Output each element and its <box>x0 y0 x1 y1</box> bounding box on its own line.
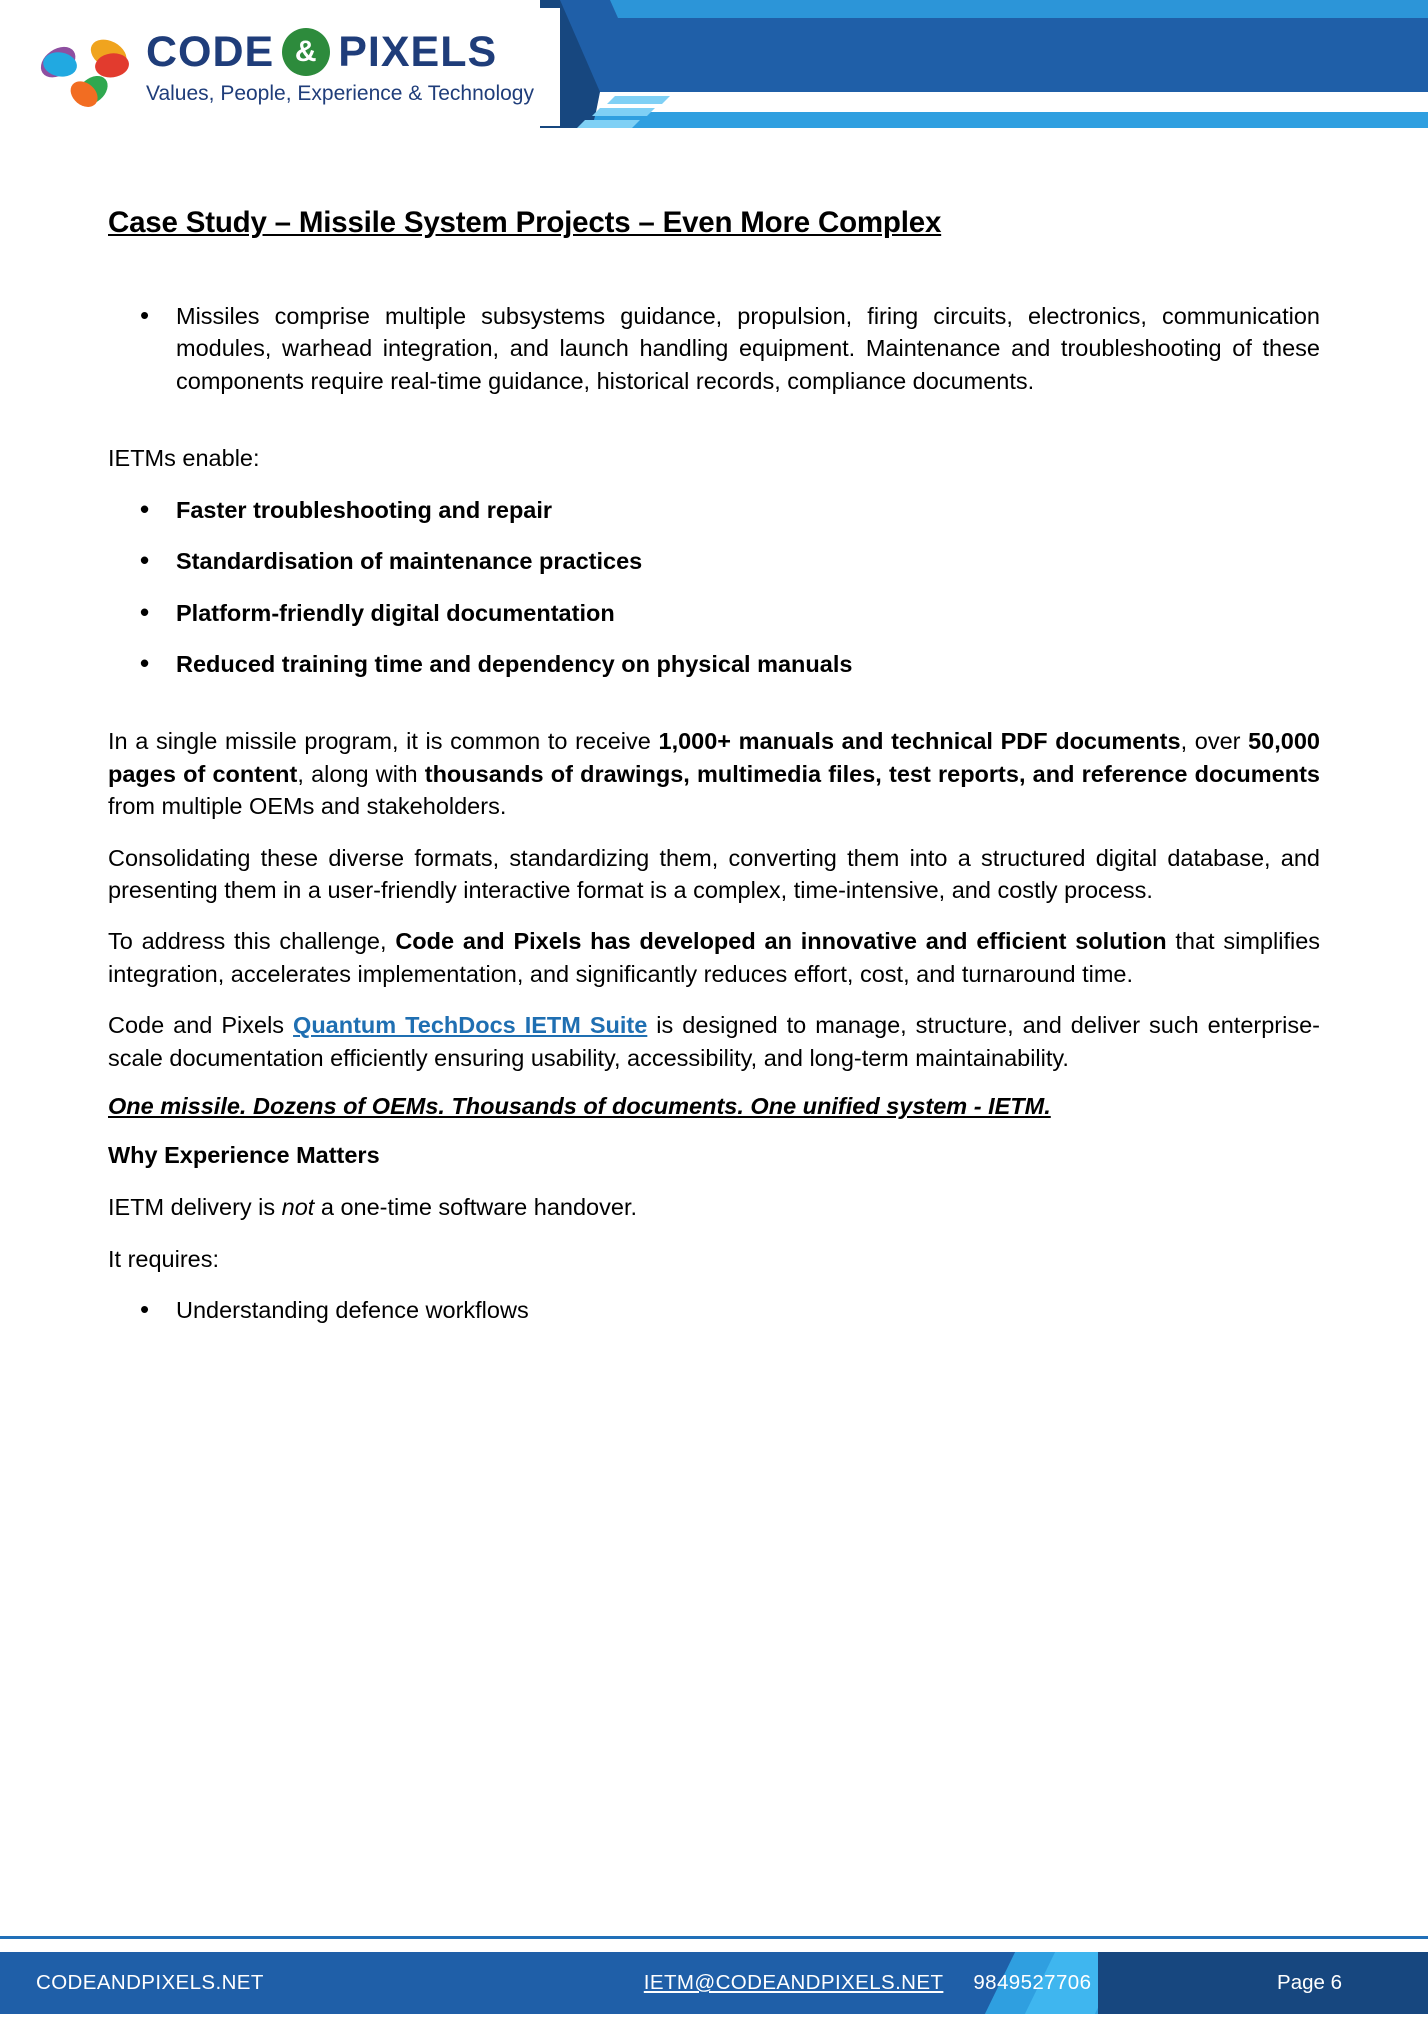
page-title: Case Study – Missile System Projects – Even More Complex <box>108 206 942 239</box>
list-item: • Faster troubleshooting and repair <box>108 494 1320 526</box>
list-item: • Reduced training time and dependency on physical manuals <box>108 648 1320 680</box>
logo-ampersand-badge: & <box>282 28 330 76</box>
intro-bullet-list <box>108 300 1320 397</box>
text-fragment: is designed to manage, structure, and deliver such enterprise-scale documentation efficiently ensuring usability, accessibility, and long-term maintainability. <box>108 1012 1320 1071</box>
ietms-enable-label: IETMs enable: <box>108 445 260 472</box>
footer-phone[interactable]: 9849527706 <box>973 1971 1092 1994</box>
paragraph-quantum-suite <box>108 1009 1320 1074</box>
footer-email[interactable]: IETM@CODEANDPIXELS.NET <box>643 1971 944 1994</box>
logo-name-pixels: PIXELS <box>338 27 498 76</box>
paragraph-address-challenge <box>108 925 1320 990</box>
section-heading-why-experience: Why Experience Matters <box>108 1142 380 1169</box>
document-body <box>0 148 1428 1888</box>
paragraph-single-program <box>108 725 1320 822</box>
text-fragment-bold: 50,000 pages of content <box>108 728 1320 787</box>
text-fragment-italic: not <box>281 1194 315 1221</box>
logo-tagline: Values, People, Experience & Technology <box>146 82 534 105</box>
logo-pinwheel-icon <box>34 19 138 115</box>
footer-website[interactable]: CODEANDPIXELS.NET <box>36 1971 264 1994</box>
text-fragment: , along with <box>297 760 425 787</box>
footer-content <box>0 1952 1428 2014</box>
page-footer <box>0 1936 1428 2028</box>
paragraph-handover <box>108 1191 1320 1223</box>
logo-name-code: CODE <box>146 27 275 76</box>
list-item: • Missiles comprise multiple subsystems guidance, propulsion, firing circuits, electronics, communication modules, warhead integration, and launch handling equipment. Maintenance and troubleshooting of these components require real-time guidance, historical records, compliance documents. <box>108 300 1320 397</box>
text-fragment-bold: 1,000+ manuals and technical PDF documents <box>658 728 1181 755</box>
footer-page-number: Page 6 <box>1277 1971 1342 1994</box>
text-fragment: from multiple OEMs and stakeholders. <box>108 793 507 820</box>
text-fragment-bold: thousands of drawings, multimedia files, test reports, and reference documents <box>424 760 1320 787</box>
list-item: • Understanding defence workflows <box>108 1294 1320 1326</box>
text-fragment: To address this challenge, <box>108 928 396 955</box>
text-fragment: that simplifies integration, accelerates implementation, and significantly reduces effort, cost, and turnaround time. <box>108 928 1321 987</box>
quantum-techdocs-link[interactable]: Quantum TechDocs IETM Suite <box>293 1012 648 1039</box>
requires-list <box>108 1294 1320 1326</box>
text-fragment-bold: Code and Pixels has developed an innovative and efficient solution <box>395 928 1167 955</box>
text-fragment: , over <box>1180 728 1249 755</box>
emphasis-statement: One missile. Dozens of OEMs. Thousands of documents. One unified system - IETM. <box>108 1093 1051 1120</box>
text-fragment: Code and Pixels <box>108 1012 294 1039</box>
ietms-enable-list <box>108 494 1320 681</box>
paragraph-consolidating: Consolidating these diverse formats, standardizing them, converting them into a structured digital database, and presenting them in a user-friendly interactive format is a complex, time-intensive, and costly process. <box>108 844 1320 904</box>
requires-label: It requires: <box>108 1245 220 1272</box>
list-item: • Standardisation of maintenance practices <box>108 545 1320 577</box>
text-fragment: a one-time software handover. <box>314 1194 637 1221</box>
page-header <box>0 0 1428 148</box>
list-item: • Platform-friendly digital documentation <box>108 597 1320 629</box>
text-fragment: In a single missile program, it is common to receive <box>108 728 659 755</box>
company-logo <box>20 8 560 126</box>
text-fragment: IETM delivery is <box>108 1194 282 1221</box>
